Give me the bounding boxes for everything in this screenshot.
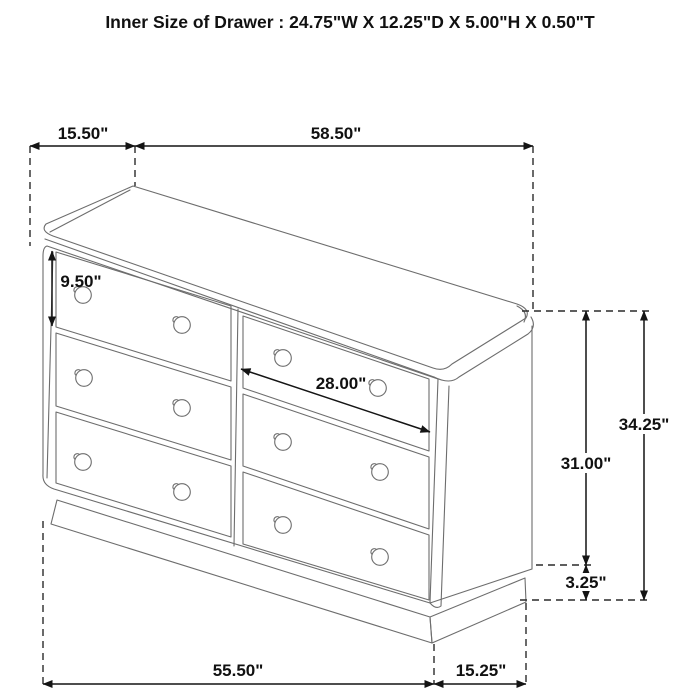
dim-top-depth <box>30 124 135 246</box>
dresser-front-face <box>43 246 438 603</box>
drawer-knob <box>371 549 388 566</box>
dim-drawer-width-label: 28.00" <box>315 374 367 393</box>
drawer-knob <box>173 400 190 417</box>
dim-base-height <box>561 565 611 600</box>
drawer-knob <box>75 370 92 387</box>
drawer-knob <box>173 317 190 334</box>
diagram-title: Inner Size of Drawer : 24.75"W X 12.25"D X 5.00"H X 0.50"T <box>105 12 595 32</box>
drawer-front-left-bottom <box>56 412 231 537</box>
dresser-top-right-cap <box>434 317 533 381</box>
dresser-top-left-edge-line <box>50 190 130 232</box>
dresser-top-underside-edge <box>45 239 434 377</box>
drawer-front-right-middle <box>243 394 429 529</box>
drawer-knob <box>274 350 291 367</box>
dresser-drawing <box>43 186 533 643</box>
drawer-knob <box>369 380 386 397</box>
dim-case-height-label: 31.00" <box>560 454 612 473</box>
front-right-corner-line <box>430 386 449 607</box>
drawer-knob <box>274 434 291 451</box>
drawer-front-left-middle <box>56 333 231 460</box>
dim-drawer-width <box>241 369 430 432</box>
dresser-base-front <box>51 500 432 643</box>
drawer-column-divider <box>234 309 238 546</box>
dim-case-height <box>522 311 650 565</box>
drawer-knob <box>274 517 291 534</box>
dim-bottom-depth-label: 15.25" <box>455 661 507 680</box>
dim-top-width-label: 58.50" <box>310 124 362 143</box>
dresser-base-side <box>430 578 526 643</box>
dresser-top-face <box>44 186 527 369</box>
drawer-knob <box>74 454 91 471</box>
dim-drawer-height-label: 9.50" <box>60 272 102 291</box>
dim-top-depth-label: 15.50" <box>57 124 109 143</box>
dim-base-height-label: 3.25" <box>565 573 607 592</box>
dim-bottom-depth <box>434 603 526 684</box>
drawer-front-right-bottom <box>243 472 429 600</box>
dresser-side-bottom-edge <box>430 569 532 603</box>
drawer-knob <box>371 464 388 481</box>
dim-overall-height-label: 34.25" <box>618 415 670 434</box>
drawer-knob <box>173 484 190 501</box>
dim-top-width <box>135 124 533 309</box>
dim-bottom-width-label: 55.50" <box>212 661 264 680</box>
